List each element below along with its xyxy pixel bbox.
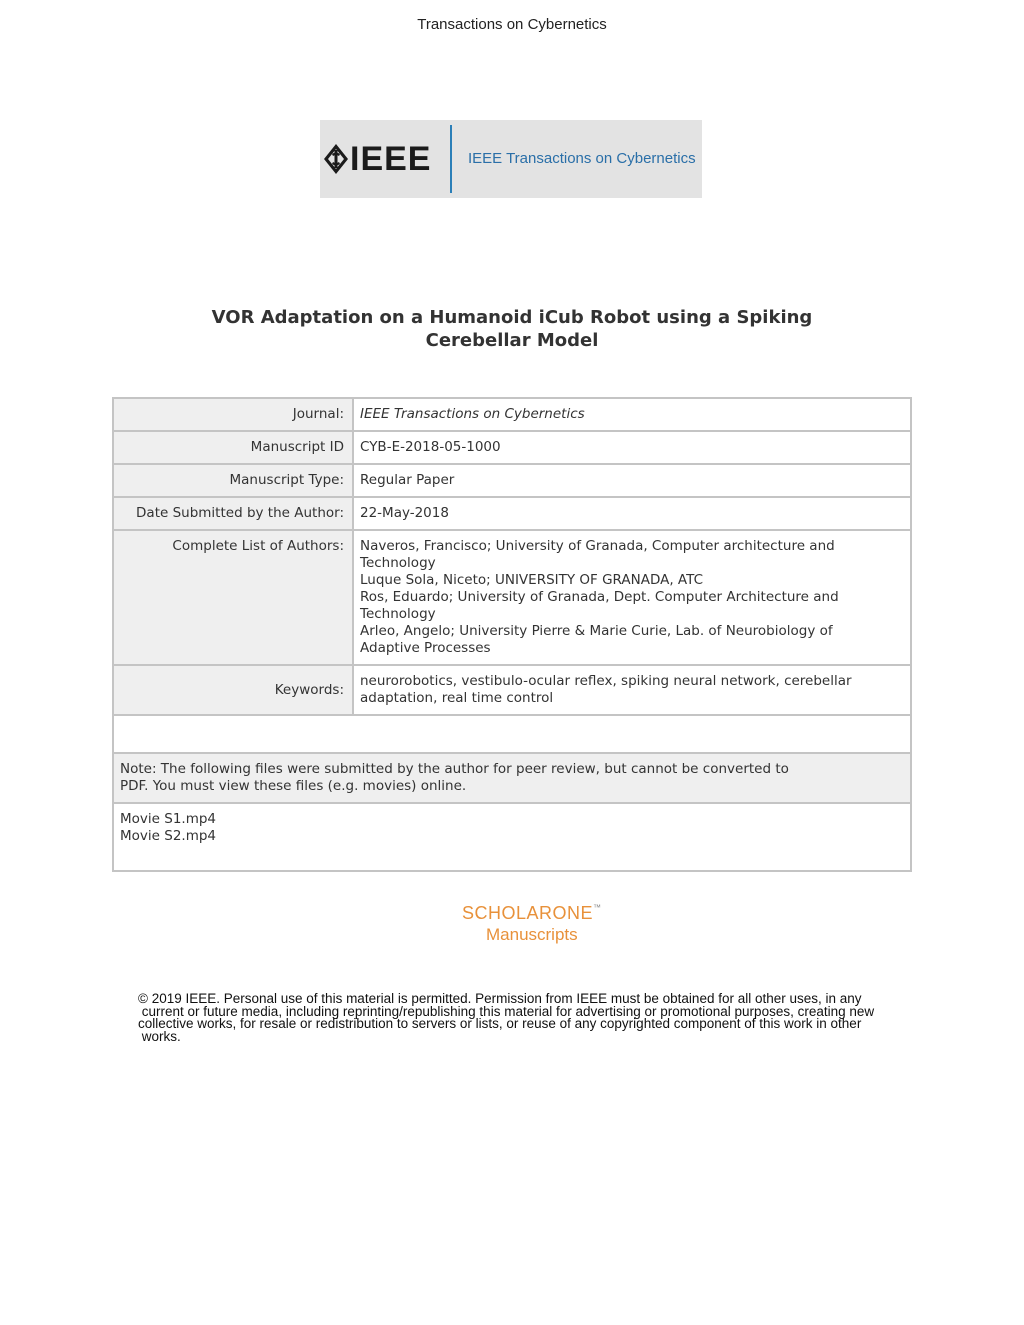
keywords-line-1: neurorobotics, vestibulo-ocular reflex, spiking neural network, cerebellar [360, 673, 852, 689]
manuscript-type-value: Regular Paper [360, 472, 455, 488]
copyright-line: works. [138, 1028, 181, 1044]
date-submitted-label: Date Submitted by the Author: [114, 498, 354, 529]
ieee-diamond-logo-icon [322, 142, 350, 176]
manuscript-id-row [114, 432, 910, 465]
date-submitted-value: 22-May-2018 [360, 505, 449, 521]
copyright-line: © 2019 IEEE. Personal use of this material is permitted. Permission from IEEE must be obtained for all other uses, in any [138, 991, 862, 1006]
manuscript-type-label: Manuscript Type: [114, 465, 354, 496]
author-line: Ros, Eduardo; University of Granada, Dept. Computer Architecture and [360, 589, 839, 605]
author-line: Luque Sola, Niceto; UNIVERSITY OF GRANADA, ATC [360, 572, 703, 588]
manuscript-type-row [114, 465, 910, 498]
copyright-line: current or future media, including reprinting/republishing this material for advertising or promotional purposes, creating new [138, 1003, 875, 1019]
author-line: Adaptive Processes [360, 640, 491, 656]
keywords-line-2: adaptation, real time control [360, 690, 554, 706]
running-header: Transactions on Cybernetics [417, 16, 607, 33]
supplementary-file-item: Movie S2.mp4 [120, 828, 217, 844]
journal-value: IEEE Transactions on Cybernetics [360, 406, 585, 422]
author-line: Naveros, Francisco; University of Granada, Computer architecture and [360, 538, 835, 554]
paper-title-line-2: Cerebellar Model [425, 330, 599, 351]
keywords-label: Keywords: [114, 666, 354, 714]
author-line: Technology [360, 555, 436, 571]
journal-row [114, 399, 910, 432]
author-line: Arleo, Angelo; University Pierre & Marie Curie, Lab. of Neurobiology of [360, 623, 833, 639]
supplementary-files [114, 804, 910, 870]
banner-journal-name: IEEE Transactions on Cybernetics [468, 150, 696, 167]
scholarone-logo [462, 903, 632, 945]
keywords-row [114, 666, 910, 716]
scholarone-subtitle: Manuscripts [486, 925, 578, 944]
authors-label: Complete List of Authors: [114, 531, 354, 664]
paper-title-line-1: VOR Adaptation on a Humanoid iCub Robot using a Spiking [211, 307, 813, 328]
manuscript-id-value: CYB-E-2018-05-1000 [360, 439, 501, 455]
date-submitted-row [114, 498, 910, 531]
journal-banner [320, 120, 702, 198]
files-note-line-2: PDF. You must view these files (e.g. movies) online. [120, 778, 467, 794]
banner-divider [450, 125, 452, 193]
copyright-notice [138, 993, 968, 1043]
author-line: Technology [360, 606, 436, 622]
files-note [114, 754, 910, 804]
authors-list [354, 531, 910, 664]
scholarone-brand-part-2: ONE [552, 903, 594, 923]
authors-row [114, 531, 910, 666]
scholarone-trademark: ™ [593, 903, 602, 912]
manuscript-id-label: Manuscript ID [114, 432, 354, 463]
keywords-value [354, 666, 910, 714]
scholarone-brand-part-1: SCHOLAR [462, 903, 553, 923]
copyright-line: collective works, for resale or redistribution to servers or lists, or reuse of any copyrighted component of this work in other [138, 1016, 862, 1031]
files-note-line-1: Note: The following files were submitted by the author for peer review, but cannot be converted to [120, 761, 789, 777]
paper-title [0, 306, 1024, 352]
manuscript-metadata-table [112, 397, 912, 872]
journal-label: Journal: [114, 399, 354, 430]
supplementary-file-item: Movie S1.mp4 [120, 811, 217, 827]
blank-row [114, 716, 910, 754]
ieee-logo-text: IEEE [350, 140, 432, 178]
scholarone-brand [462, 903, 632, 924]
